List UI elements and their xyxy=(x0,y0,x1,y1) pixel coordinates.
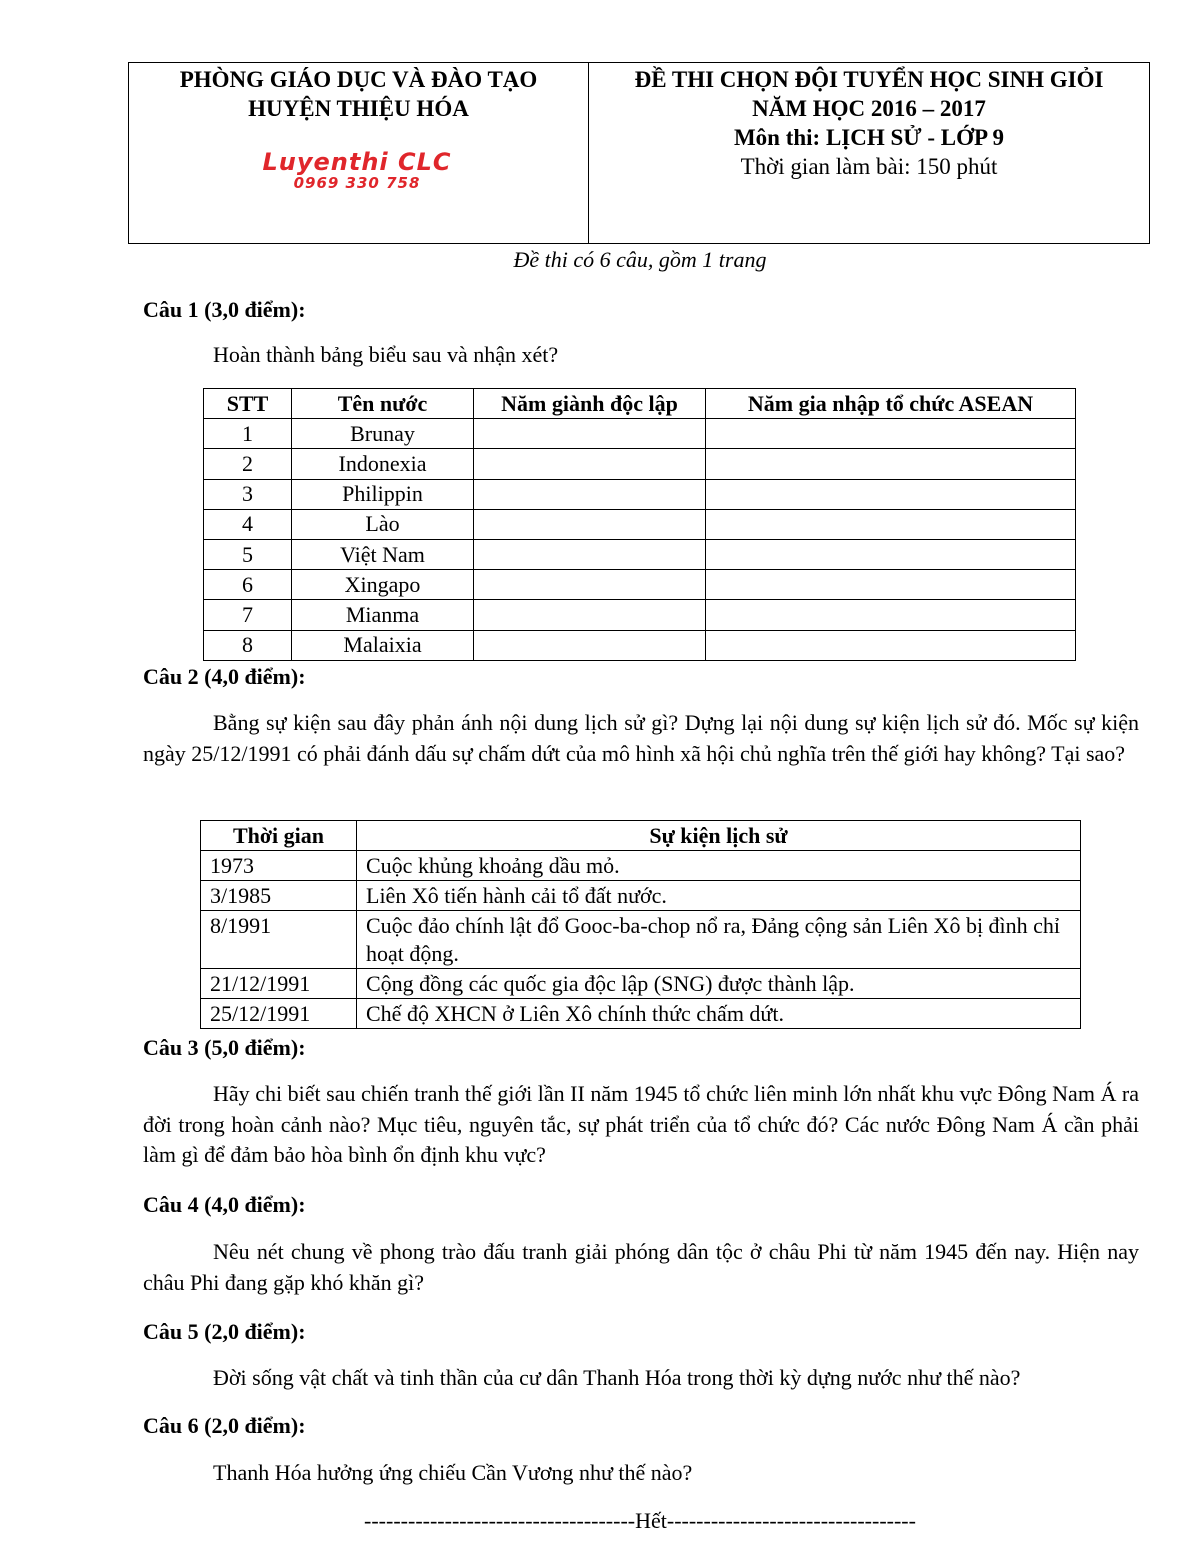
table-row xyxy=(204,570,1076,600)
duration: Thời gian làm bài: 150 phút xyxy=(740,154,998,179)
q3-title: Câu 3 (5,0 điểm): xyxy=(143,1035,306,1060)
q1-table xyxy=(203,388,1076,661)
table-cell xyxy=(474,570,706,600)
table-cell: Xingapo xyxy=(292,570,474,600)
q3-text: Hãy chi biết sau chiến tranh thế giới lần II năm 1945 tổ chức liên minh lớn nhất khu vực Đông Nam Á ra đời trong hoàn cảnh nào? Mục tiêu, nguyên tắc, sự phát triển của tổ chức đó? Các nước Đông Nam Á cần phải làm gì để đảm bảo hòa bình ổn định khu vực? xyxy=(143,1081,1139,1167)
table-cell: 5 xyxy=(204,539,292,569)
school-year: NĂM HỌC 2016 – 2017 xyxy=(752,96,986,121)
table-header-row xyxy=(201,821,1081,851)
table-header-cell: Tên nước xyxy=(292,389,474,419)
table-cell: Mianma xyxy=(292,600,474,630)
table-row xyxy=(204,449,1076,479)
q6-text: Thanh Hóa hưởng ứng chiếu Cần Vương như thế nào? xyxy=(213,1460,693,1485)
logo-phone: 0969 330 758 xyxy=(293,174,421,192)
table-cell: 1 xyxy=(204,419,292,449)
table-cell xyxy=(706,570,1076,600)
table-cell: Lào xyxy=(292,509,474,539)
table-cell: Indonexia xyxy=(292,449,474,479)
table-cell: 21/12/1991 xyxy=(201,969,357,999)
table-row xyxy=(201,999,1081,1029)
table-cell: 1973 xyxy=(201,851,357,881)
table-cell: 6 xyxy=(204,570,292,600)
table-header-cell: Năm gia nhập tổ chức ASEAN xyxy=(706,389,1076,419)
table-row xyxy=(204,419,1076,449)
table-cell: Brunay xyxy=(292,419,474,449)
table-cell xyxy=(474,449,706,479)
q1-text: Hoàn thành bảng biểu sau và nhận xét? xyxy=(213,342,559,367)
table-cell: 8/1991 xyxy=(201,911,357,969)
subject: Môn thi: LỊCH SỬ - LỚP 9 xyxy=(733,125,1005,150)
exam-header xyxy=(128,62,1150,244)
q2-title: Câu 2 (4,0 điểm): xyxy=(143,664,306,689)
table-row xyxy=(204,539,1076,569)
table-row xyxy=(201,911,1081,969)
q5-text: Đời sống vật chất và tinh thần của cư dân Thanh Hóa trong thời kỳ dựng nước như thế nào? xyxy=(213,1365,1021,1390)
q2-table xyxy=(200,820,1081,1029)
q5-title: Câu 5 (2,0 điểm): xyxy=(143,1319,306,1344)
table-cell: Cuộc đảo chính lật đổ Gooc-ba-chop nổ ra, Đảng cộng sản Liên Xô bị đình chỉ hoạt động. xyxy=(357,911,1081,969)
table-cell: 3/1985 xyxy=(201,881,357,911)
q1-title: Câu 1 (3,0 điểm): xyxy=(143,297,306,322)
table-cell xyxy=(706,449,1076,479)
exam-subtitle: Đề thi có 6 câu, gồm 1 trang xyxy=(513,247,767,272)
table-header-cell: Năm giành độc lập xyxy=(474,389,706,419)
table-cell xyxy=(474,630,706,660)
table-cell: Malaixia xyxy=(292,630,474,660)
table-row xyxy=(204,630,1076,660)
table-cell: Philippin xyxy=(292,479,474,509)
table-cell xyxy=(474,479,706,509)
table-cell: Liên Xô tiến hành cải tổ đất nước. xyxy=(357,881,1081,911)
table-cell xyxy=(706,419,1076,449)
table-row xyxy=(204,600,1076,630)
table-cell xyxy=(706,509,1076,539)
table-cell: 7 xyxy=(204,600,292,630)
table-row xyxy=(204,479,1076,509)
table-header-row xyxy=(204,389,1076,419)
department-name: PHÒNG GIÁO DỤC VÀ ĐÀO TẠO xyxy=(179,67,538,92)
table-cell xyxy=(474,600,706,630)
district-name: HUYỆN THIỆU HÓA xyxy=(248,96,469,121)
table-cell: Cộng đồng các quốc gia độc lập (SNG) được thành lập. xyxy=(357,969,1081,999)
table-row xyxy=(201,969,1081,999)
end-marker: -------------------------------------Hết---------------------------------- xyxy=(364,1508,916,1533)
table-row xyxy=(201,881,1081,911)
table-row xyxy=(204,509,1076,539)
header-left xyxy=(129,63,589,243)
table-header-cell: Thời gian xyxy=(201,821,357,851)
table-cell xyxy=(706,539,1076,569)
q6-title: Câu 6 (2,0 điểm): xyxy=(143,1413,306,1438)
q4-title: Câu 4 (4,0 điểm): xyxy=(143,1192,306,1217)
table-cell: 4 xyxy=(204,509,292,539)
table-row xyxy=(201,851,1081,881)
header-right xyxy=(589,63,1149,243)
table-cell xyxy=(474,419,706,449)
q2-text: Bằng sự kiện sau đây phản ánh nội dung lịch sử gì? Dựng lại nội dung sự kiện lịch sử đó. Mốc sự kiện ngày 25/12/1991 có phải đánh dấu sự chấm dứt của mô hình xã hội chủ nghĩa trên thế giới hay không? Tại sao? xyxy=(143,710,1139,766)
logo-name: Luyenthi CLC xyxy=(262,148,452,176)
table-cell xyxy=(706,479,1076,509)
table-cell: 2 xyxy=(204,449,292,479)
exam-title: ĐỀ THI CHỌN ĐỘI TUYỂN HỌC SINH GIỎI xyxy=(634,67,1104,92)
table-header-cell: STT xyxy=(204,389,292,419)
table-cell xyxy=(474,509,706,539)
table-cell: 8 xyxy=(204,630,292,660)
table-cell xyxy=(474,539,706,569)
table-cell xyxy=(706,600,1076,630)
table-cell: Chế độ XHCN ở Liên Xô chính thức chấm dứt. xyxy=(357,999,1081,1029)
q4-text: Nêu nét chung về phong trào đấu tranh giải phóng dân tộc ở châu Phi từ năm 1945 đến nay. Hiện nay châu Phi đang gặp khó khăn gì? xyxy=(143,1239,1139,1295)
table-cell: 25/12/1991 xyxy=(201,999,357,1029)
watermark-logo xyxy=(247,149,467,191)
table-cell: Cuộc khủng khoảng dầu mỏ. xyxy=(357,851,1081,881)
table-cell: Việt Nam xyxy=(292,539,474,569)
table-header-cell: Sự kiện lịch sử xyxy=(357,821,1081,851)
table-cell: 3 xyxy=(204,479,292,509)
table-cell xyxy=(706,630,1076,660)
